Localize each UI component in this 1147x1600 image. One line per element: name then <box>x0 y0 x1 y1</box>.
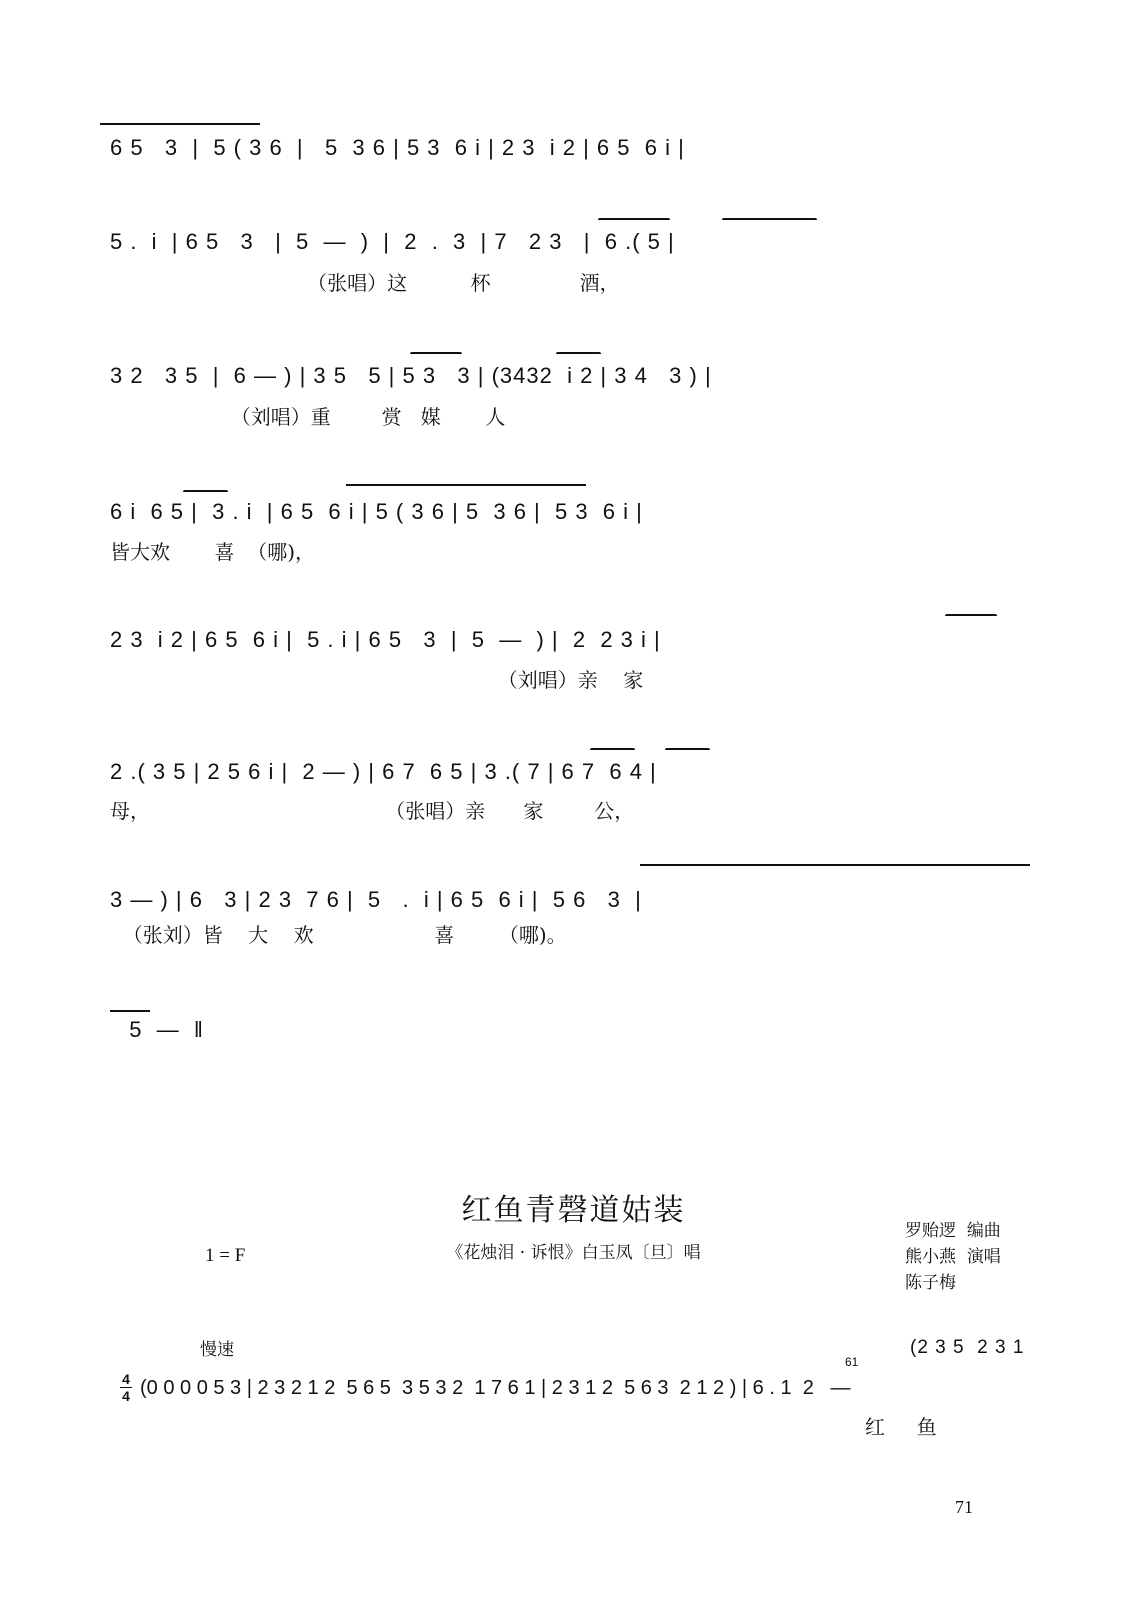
intro-lyrics: 红 鱼 <box>865 1415 937 1439</box>
credit-name: 罗贻逻 <box>905 1221 956 1241</box>
song-title: 红鱼青磬道姑装 <box>461 1193 686 1228</box>
tie-row4b <box>346 484 586 486</box>
credits <box>905 1218 1001 1296</box>
credit-role: 演唱 <box>966 1247 1001 1267</box>
time-sig-bottom: 4 <box>122 1388 130 1404</box>
slur-row6b <box>665 748 710 750</box>
slur-row2a <box>598 218 670 220</box>
song-subtitle: 《花烛泪 · 诉恨》白玉凤〔旦〕唱 <box>446 1243 701 1263</box>
credit-row <box>905 1218 1001 1244</box>
credit-row <box>905 1270 1001 1296</box>
slur-row2b <box>722 218 817 220</box>
slur-row3b <box>556 352 601 354</box>
lyrics-row-4: 皆大欢 喜 （哪)， <box>110 540 316 564</box>
notation-row-8: 5 — ‖ <box>115 1017 204 1042</box>
slur-row6a <box>590 748 635 750</box>
lyrics-row-2: （张唱）这 杯 酒， <box>110 271 620 295</box>
lyrics-row-7: （张刘）皆 大 欢 喜 （哪)。 <box>110 923 567 947</box>
lyrics-row-5: （刘唱）亲 家 <box>110 668 644 692</box>
notation-row-7: 3 — ) | 6 3 | 2 3 7 6 | 5 . i | 6 5 6 i | 5 6 3 | <box>110 887 642 912</box>
notation-row-6: 2 .( 3 5 | 2 5 6 i | 2 — ) | 6 7 6 5 | 3 .( 7 | 6 7 6 4 | <box>110 759 657 784</box>
lyrics-row-3: （刘唱）重 赏 媒 人 <box>110 405 506 429</box>
key-signature: 1 = F <box>205 1245 246 1266</box>
time-signature <box>120 1372 132 1403</box>
notation-row-2: 5 . i | 6 5 3 | 5 — ) | 2 . 3 | 7 2 3 | 6 .( 5 | <box>110 229 675 254</box>
notation-row-3: 3 2 3 5 | 6 — ) | 3 5 5 | 5 3 3 | (3432 i 2 | 3 4 3 ) | <box>110 363 712 388</box>
credit-role: 编曲 <box>966 1221 1001 1241</box>
lyrics-row-6: 母， （张唱）亲 家 公， <box>110 799 635 823</box>
credit-row <box>905 1244 1001 1270</box>
credit-name: 陈子梅 <box>905 1273 956 1293</box>
slur-row3a <box>410 352 462 354</box>
credit-name: 熊小燕 <box>905 1247 956 1267</box>
intro-upper-notes: (2 3 5 2 3 1 <box>910 1337 1025 1358</box>
notation-row-5: 2 3 i 2 | 6 5 6 i | 5 . i | 6 5 3 | 5 — ) | 2 2 3 i | <box>110 627 661 652</box>
grace-note: 61 <box>845 1355 859 1369</box>
notation-row-4: 6 i 6 5 | 3 . i | 6 5 6 i | 5 ( 3 6 | 5 3 6 | 5 3 6 i | <box>110 499 643 524</box>
tie-row1 <box>100 123 260 125</box>
tempo-marking: 慢速 <box>200 1340 234 1360</box>
notation-row-1: 6 5 3 | 5 ( 3 6 | 5 3 6 | 5 3 6 i | 2 3 i 2 | 6 5 6 i | <box>110 135 685 160</box>
tie-row7 <box>640 864 1030 866</box>
time-sig-top: 4 <box>122 1371 130 1387</box>
intro-notes: (0 0 0 0 5 3 | 2 3 2 1 2 5 6 5 3 5 3 2 1 7 6 1 | 2 3 1 2 5 6 3 2 1 2 ) | 6 . 1 2 — <box>140 1377 851 1399</box>
page-number: 71 <box>955 1497 973 1517</box>
slur-row5 <box>945 614 997 616</box>
